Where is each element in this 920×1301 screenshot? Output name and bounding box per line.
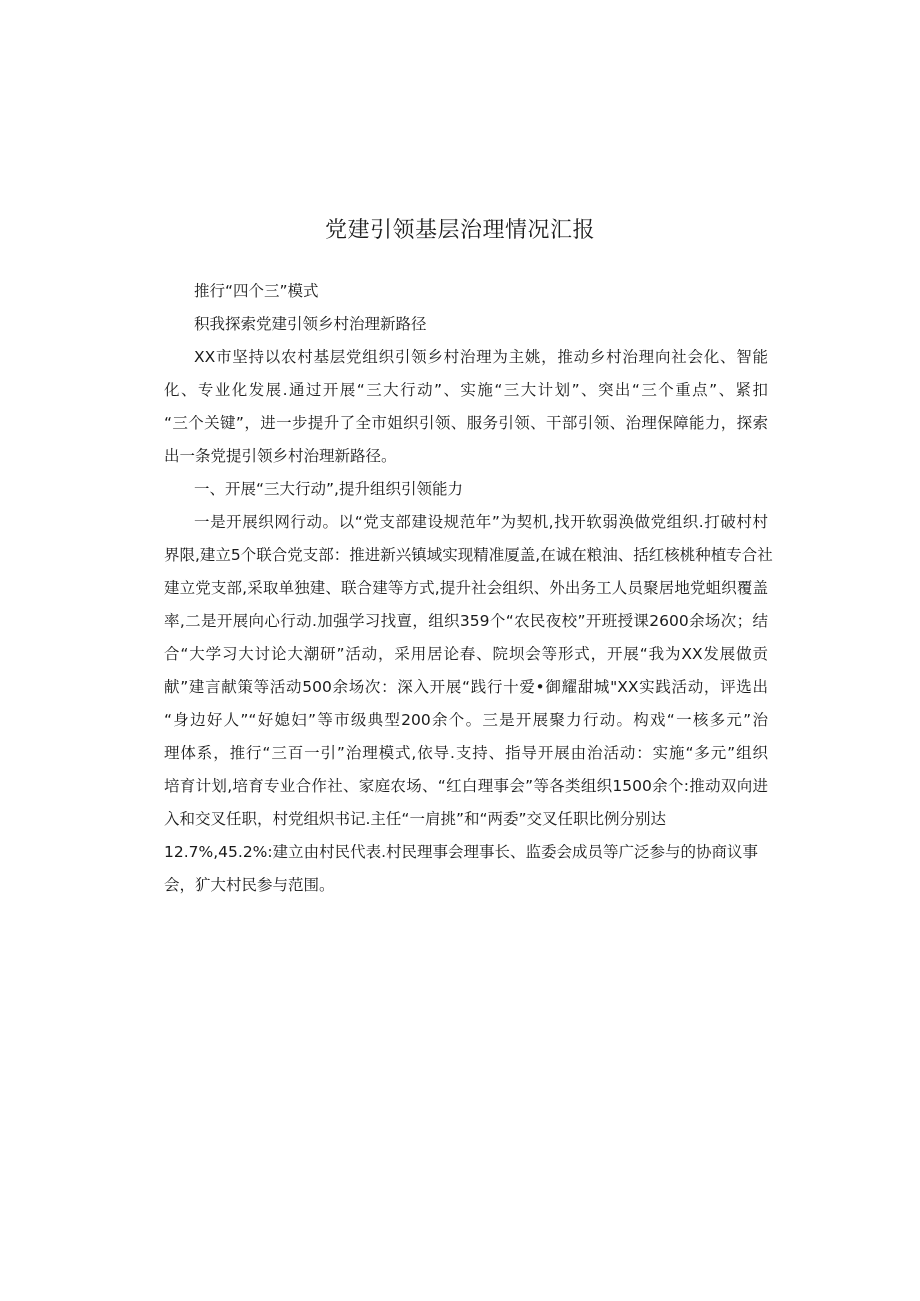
subtitle-line-2: 积我探索党建引领乡村治理新路径 — [194, 315, 427, 333]
subtitle-line-1: 推行“四个三”模式 — [194, 282, 319, 300]
section-line-2: 界限,建立5个联合党支部：推进新兴镇域实现精准厦盖,在诚在粮油、括红核桃种植专合社 — [164, 546, 773, 564]
section-line-10: 入和交叉任职，村党组炽书记.主任“一肩挑”和“两委”交叉任职比例分别达 — [164, 810, 667, 828]
section-line-12: 会，犷大村民参与范围。 — [164, 876, 335, 894]
document-title: 党建引领基层治理情况汇报 — [324, 218, 595, 243]
section-heading: 一、开展“三大行动”,提升组织引领能力 — [194, 480, 463, 498]
section-line-11: 12.7%,45.2%:建立由村民代表.村民理事会理事长、监委会成员等广泛参与的协商议事 — [164, 843, 759, 861]
intro-line-3: “三个关键”，进一步提升了全市姐织引领、服务引领、干部引领、治理保障能力，探索 — [164, 414, 768, 432]
section-line-7: “身边好人”“好媳妇”等市级典型200余个。三是开展聚力行动。构戏“一核多元”治 — [164, 711, 768, 729]
section-line-4: 率,二是开展向心行动.加强学习找亶，组织359个“农民夜校”开班授课2600余场次；结 — [164, 612, 768, 630]
section-line-3: 建立党支部,采取单独建、联合建等方式,提升社会组织、外出务工人员聚居地党蛆织覆盖 — [164, 579, 768, 597]
section-line-1: 一是开展织网行动。以“党支部建设规范年”为契机,找开软弱涣做党组织.打破村村 — [194, 513, 768, 531]
intro-line-2: 化、专业化发展.通过开展“三大行动”、实施“三大计划”、突出“三个重点”、紧扣 — [164, 381, 768, 399]
section-line-9: 培育计划,培育专业合作社、家庭农场、“红白理事会”等各类组织1500余个:推动双向进 — [164, 777, 768, 795]
section-line-6: 献”建言献策等活动500余场次：深入开展“践行十爱•御耀甜城"XX实践活动，评选出 — [164, 678, 768, 696]
intro-line-4: 出一条党提引领乡村治理新路径。 — [164, 447, 397, 465]
section-line-8: 理体系，推行“三百一引”治理模式,依导.支持、指导开展由治活动：实施“多元”组织 — [164, 744, 768, 762]
section-line-5: 合“大学习大讨论大潮研”活动，采用居论春、院坝会等形式，开展“我为XX发展做贡 — [164, 645, 768, 663]
intro-line-1: XX市坚持以农村基层党组织引领乡村治理为主姚，推动乡村治理向社会化、智能 — [194, 348, 768, 366]
